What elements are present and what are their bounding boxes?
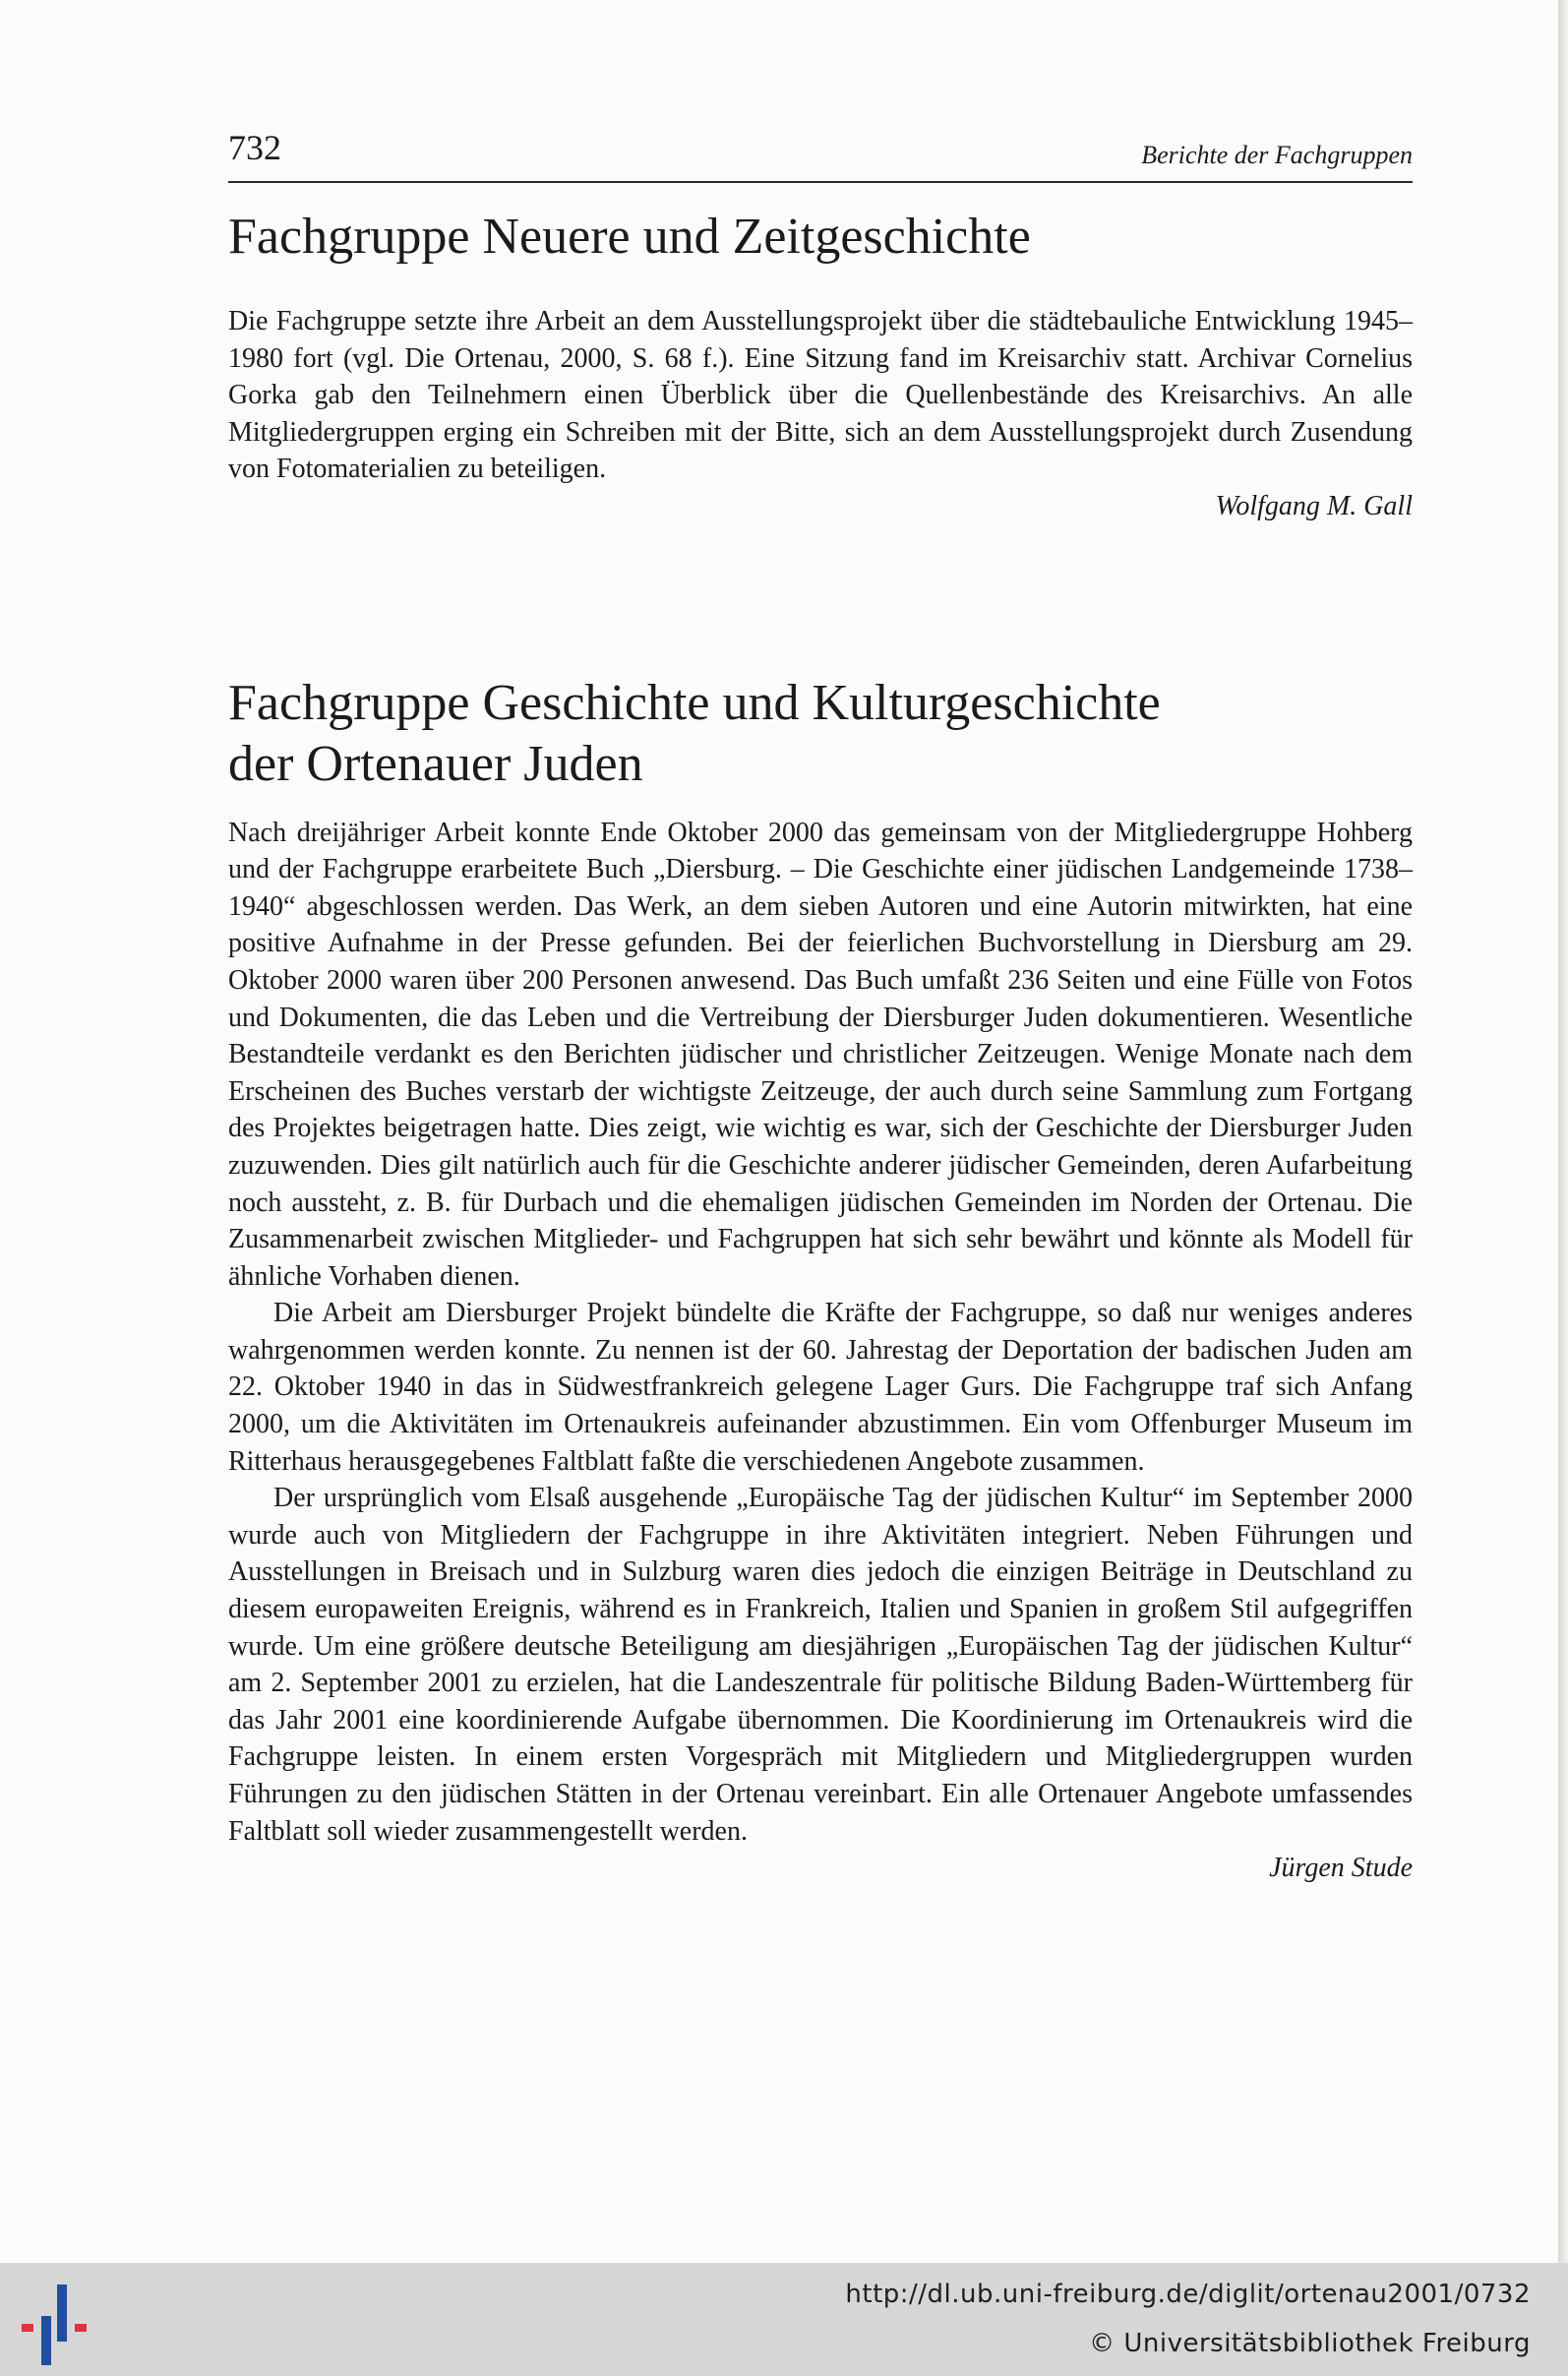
paragraph: Die Fachgruppe setzte ihre Arbeit an dem Ausstellungsprojekt über die städtebauliche Entwicklung 1945–1980 fort (vgl. Die Ortenau, 2000, S. 68 f.). Eine Sitzung fand im Kreisarchiv statt. Archivar Cornelius Gorka gab den Teilnehmern einen Überblick über die Quellenbestände des Kreisarchivs. An alle Mitgliedergruppen erging ein Schreiben mit der Bitte, sich an dem Ausstellungsprojekt durch Zusendung von Fotomaterialien zu beteiligen. (228, 306, 1413, 485)
page-header (228, 126, 1413, 183)
author-signature: Jürgen Stude (1269, 1853, 1413, 1884)
page-edge-shadow (1558, 0, 1568, 2263)
section-title-line: der Ortenauer Juden (228, 735, 643, 792)
footer-bar (0, 2263, 1568, 2376)
running-head: Berichte der Fachgruppen (1141, 141, 1413, 169)
paragraph: Die Arbeit am Diersburger Projekt bündelte die Kräfte der Fachgruppe, so daß nur weniges anderes wahrgenommen werden konnte. Zu nennen ist der 60. Jahrestag der Deportation der badischen Juden am 22. Oktober 1940 in das in Südwestfrankreich gelegene Lager Gurs. Die Fachgruppe traf sich Anfang 2000, um die Aktivitäten im Ortenaukreis aufeinander abzustimmen. Ein vom Offenburger Museum im Ritterhaus herausgegebenes Faltblatt faßte die verschiedenen Angebote zusammen. (228, 1298, 1413, 1477)
section-title (228, 673, 1413, 795)
section-title-line: Fachgruppe Geschichte und Kulturgeschichte (228, 674, 1161, 731)
section-juden-kulturgeschichte (228, 673, 1413, 1887)
paragraph: Nach dreijähriger Arbeit konnte Ende Oktober 2000 das gemeinsam von der Mitgliedergruppe Hohberg und der Fachgruppe erarbeitete Buch „Diersburg. – Die Geschichte einer jüdischen Landgemeinde 1738–1940“ abgeschlossen werden. Das Werk, an dem sieben Autoren und eine Autorin mitwirkten, hat eine positive Aufnahme in der Presse gefunden. Bei der feierlichen Buchvorstellung in Diersburg am 29. Oktober 2000 waren über 200 Personen anwesend. Das Buch umfaßt 236 Seiten und eine Fülle von Fotos und Dokumenten, die das Leben und die Vertreibung der Diersburger Juden dokumentieren. Wesentliche Bestandteile verdankt es den Berichten jüdischer und christlicher Zeitzeugen. Wenige Monate nach dem Erscheinen des Buches verstarb der wichtigste Zeitzeuge, der auch durch seine Sammlung zum Fortgang des Projektes beigetragen hatte. Dies zeigt, wie wichtig es war, sich der Geschichte der Diersburger Juden zuzuwenden. Dies gilt natürlich auch für die Geschichte anderer jüdischer Gemeinden, deren Aufarbeitung noch aussteht, z. B. für Durbach und die ehemaligen jüdischen Gemeinden im Norden der Ortenau. Die Zusammenarbeit zwischen Mitglieder- und Fachgruppen hat sich sehr bewährt und könnte als Modell für ähnliche Vorhaben dienen. (228, 817, 1413, 1292)
page-content (228, 207, 1413, 1887)
page-number: 732 (228, 128, 281, 167)
copyright-notice: © Universitätsbibliothek Freiburg (1089, 2329, 1531, 2358)
author-signature: Wolfgang M. Gall (1215, 490, 1413, 521)
permalink-url-link[interactable]: http://dl.ub.uni-freiburg.de/diglit/ortenau2001/0732 (845, 2280, 1531, 2309)
section-title: Fachgruppe Neuere und Zeitgeschichte (228, 209, 1031, 265)
ub-freiburg-logo-icon (18, 2281, 102, 2365)
paragraph: Der ursprünglich vom Elsaß ausgehende „Europäische Tag der jüdischen Kultur“ im September 2000 wurde auch von Mitgliedern der Fachgruppe in ihre Aktivitäten integriert. Neben Führungen und Ausstellungen in Breisach und in Sulzburg waren dies jedoch die einzigen Beiträge in Deutschland zu diesem europaweiten Ereignis, während es in Frankreich, Italien und Spanien in großem Stil aufgegriffen wurde. Um eine größere deutsche Beteiligung am diesjährigen „Europäischen Tag der jüdischen Kultur“ am 2. September 2001 zu erzielen, hat die Landeszentrale für politische Bildung Baden-Württemberg für das Jahr 2001 eine koordinierende Aufgabe übernommen. Die Koordinierung im Ortenaukreis wird die Fachgruppe leisten. In einem ersten Vorgespräch mit Mitgliedern und Mitgliedergruppen wurden Führungen zu den jüdischen Stätten in der Ortenau vereinbart. Ein alle Ortenauer Angebote umfassendes Faltblatt soll wieder zusammengestellt werden. (228, 1483, 1413, 1847)
section-neuere-zeitgeschichte (228, 207, 1413, 525)
